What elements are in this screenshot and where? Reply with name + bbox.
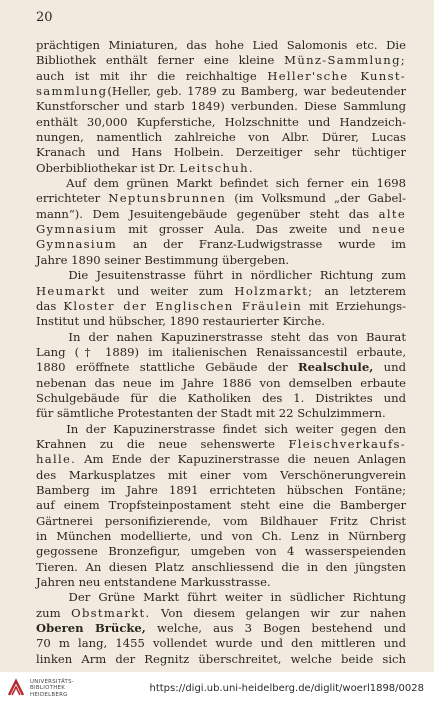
text-run: Tieren. An diesen Platz anschliessend die in den jüngsten [36, 559, 406, 574]
spaced-term: Münz-Sammlung; [284, 53, 406, 68]
text-line [36, 284, 406, 299]
text-run: das [36, 298, 64, 313]
footer-bar [0, 672, 434, 706]
source-url-link[interactable]: https://digi.ub.uni-heidelberg.de/diglit/woerl1898/0028 [149, 683, 424, 694]
text-run: Oberbibliothekar ist Dr. [36, 160, 180, 175]
text-run: zum [36, 605, 72, 620]
text-run: In der Kapuzinerstrasse findet sich weiter gegen den [36, 421, 406, 436]
text-run: auch ist mit ihr die reichhaltige [36, 68, 268, 83]
text-line [36, 130, 406, 145]
text-run: Jahren neu entstandene Markusstrasse. [36, 575, 271, 590]
text-line [36, 437, 406, 452]
text-run: Von diesem gelangen wir zur nahen [150, 605, 406, 620]
text-line [36, 161, 406, 176]
bold-term: Realschule, [298, 360, 374, 375]
text-run: Auf dem grünen Markt befindet sich ferner ein 1698 [36, 176, 406, 191]
text-run: Am Ende der Kapuzinerstrasse die neuen Anlagen [76, 452, 406, 467]
text-run: Kunstforscher und starb 1849) verbunden. Diese Sammlung [36, 99, 406, 114]
text-run: welche, aus 3 Bogen bestehend und [145, 621, 407, 636]
text-run: mit grosser Aula. Das zweite und [117, 222, 373, 237]
text-run: Bamberg im Jahre 1891 errichteten hübschen Fontäne; [36, 482, 406, 497]
text-run: des Markusplatzes mit einer vom Verschönerungverein [36, 467, 406, 482]
text-line [36, 191, 406, 206]
spaced-term: alte [378, 206, 406, 221]
text-run: 70 m lang, 1455 vollendet wurde und den mittleren und [36, 636, 406, 651]
text-line [36, 483, 406, 498]
body-text [36, 38, 406, 667]
text-run: und [373, 360, 406, 375]
text-run: gegossene Bronzefigur, umgeben von 4 wasserspeienden [36, 544, 406, 559]
text-run: Bibliothek enthält ferner eine kleine [36, 53, 285, 68]
library-name-line: HEIDELBERG [30, 691, 68, 698]
text-line [36, 207, 406, 222]
text-line [36, 345, 406, 360]
text-run: an der Franz-Ludwigstrasse wurde im [117, 237, 406, 252]
text-run: (im Volksmund „der Gabel- [226, 191, 406, 206]
text-line [36, 145, 406, 160]
text-line [36, 606, 406, 621]
text-line [36, 498, 406, 513]
text-run: In der nahen Kapuzinerstrasse steht das von Baurat [36, 329, 406, 344]
spaced-term: Holzmarkt; [234, 283, 314, 298]
text-run: Der Grüne Markt führt weiter in südlicher Richtung [36, 590, 406, 605]
text-line [36, 222, 406, 237]
text-line [36, 376, 406, 391]
text-run: Institut und hübscher, 1890 restaurierter Kirche. [36, 314, 326, 329]
text-line [36, 268, 406, 283]
page-number: 20 [36, 10, 53, 25]
text-line [36, 560, 406, 575]
text-run: für sämtliche Protestanten der Stadt mit 22 Schulzimmern. [36, 406, 386, 421]
spaced-term: Heumarkt [36, 283, 106, 298]
spaced-term: Kloster der Englischen Fräulein [63, 298, 303, 313]
text-line [36, 69, 406, 84]
text-run: enthält 30,000 Kupferstiche, Holzschnitte und Handzeich- [36, 114, 406, 129]
library-name-line: UNIVERSITÄTS- [30, 679, 75, 685]
text-run: an letzterem [313, 283, 406, 298]
text-run: 1880 eröffnete stattliche Gebäude der [36, 360, 299, 375]
text-line [36, 636, 406, 651]
text-line [36, 360, 406, 375]
text-line [36, 468, 406, 483]
spaced-term: Obstmarkt. [71, 605, 151, 620]
text-line [36, 621, 406, 636]
text-run: Gärtnerei personifizierende, vom Bildhauer Fritz Christ [36, 513, 406, 528]
text-line [36, 237, 406, 252]
text-run: Die Jesuitenstrasse führt in nördlicher Richtung zum [36, 268, 406, 283]
text-run: mit Erziehungs- [302, 298, 407, 313]
text-run: prächtigen Miniaturen, das hohe Lied Salomonis etc. Die [36, 38, 406, 52]
text-run: und weiter zum [105, 283, 235, 298]
text-line [36, 529, 406, 544]
text-line [36, 314, 406, 329]
spaced-term: sammlung [36, 84, 108, 99]
text-line [36, 99, 406, 114]
text-line [36, 590, 406, 605]
text-line [36, 84, 406, 99]
text-line [36, 575, 406, 590]
text-run: Schulgebäude für die Katholiken des 1. Distriktes und [36, 390, 406, 405]
text-line [36, 115, 406, 130]
text-line [36, 391, 406, 406]
text-run: Jahre 1890 seiner Bestimmung übergeben. [36, 252, 290, 267]
text-run: nebenan das neue im Jahre 1886 von demselben erbaute [36, 375, 406, 390]
spaced-term: Gymnasium [36, 237, 118, 252]
text-line [36, 452, 406, 467]
spaced-term: Leitschuh. [179, 160, 254, 175]
text-run: Kranach und Hans Holbein. Derzeitiger sehr tüchtiger [36, 145, 406, 160]
text-run: nungen, namentlich zahlreiche von Albr. Dürer, Lucas [36, 130, 406, 145]
spaced-term: neue [372, 222, 406, 237]
spaced-term: Neptunsbrunnen [108, 191, 227, 206]
text-line [36, 514, 406, 529]
spaced-term: Fleischverkaufs- [288, 436, 406, 451]
text-line [36, 652, 406, 667]
text-line [36, 406, 406, 421]
university-library-logo-icon [6, 678, 26, 698]
text-line [36, 544, 406, 559]
library-name-line: BIBLIOTHEK [30, 685, 66, 692]
text-run: mann“). Dem Jesuitengebäude gegenüber steht das [36, 206, 379, 221]
spaced-term: Gymnasium [36, 222, 118, 237]
text-line [36, 422, 406, 437]
text-run: linken Arm der Regnitz überschreitet, welche beide sich [36, 651, 406, 666]
spaced-term: Heller'sche Kunst- [267, 68, 406, 83]
text-line [36, 253, 406, 268]
spaced-term: halle. [36, 452, 77, 467]
text-run: in München modellierte, und von Ch. Lenz in Nürnberg [36, 529, 406, 543]
text-run: auf einem Tropfsteinpostament steht eine die Bamberger [36, 498, 406, 513]
text-line [36, 53, 406, 68]
bold-term: Oberen Brücke, [36, 621, 146, 636]
text-run: errichteter [36, 191, 109, 206]
text-run: Krahnen zu die neue sehenswerte [36, 436, 289, 451]
text-line [36, 38, 406, 53]
text-run: (Heller, geb. 1789 zu Bamberg, war bedeutender [107, 84, 406, 99]
text-run: Lang († 1889) im italienischen Renaissancestil erbaute, [36, 344, 406, 359]
text-line [36, 176, 406, 191]
text-line [36, 330, 406, 345]
text-line [36, 299, 406, 314]
library-name [30, 679, 74, 698]
